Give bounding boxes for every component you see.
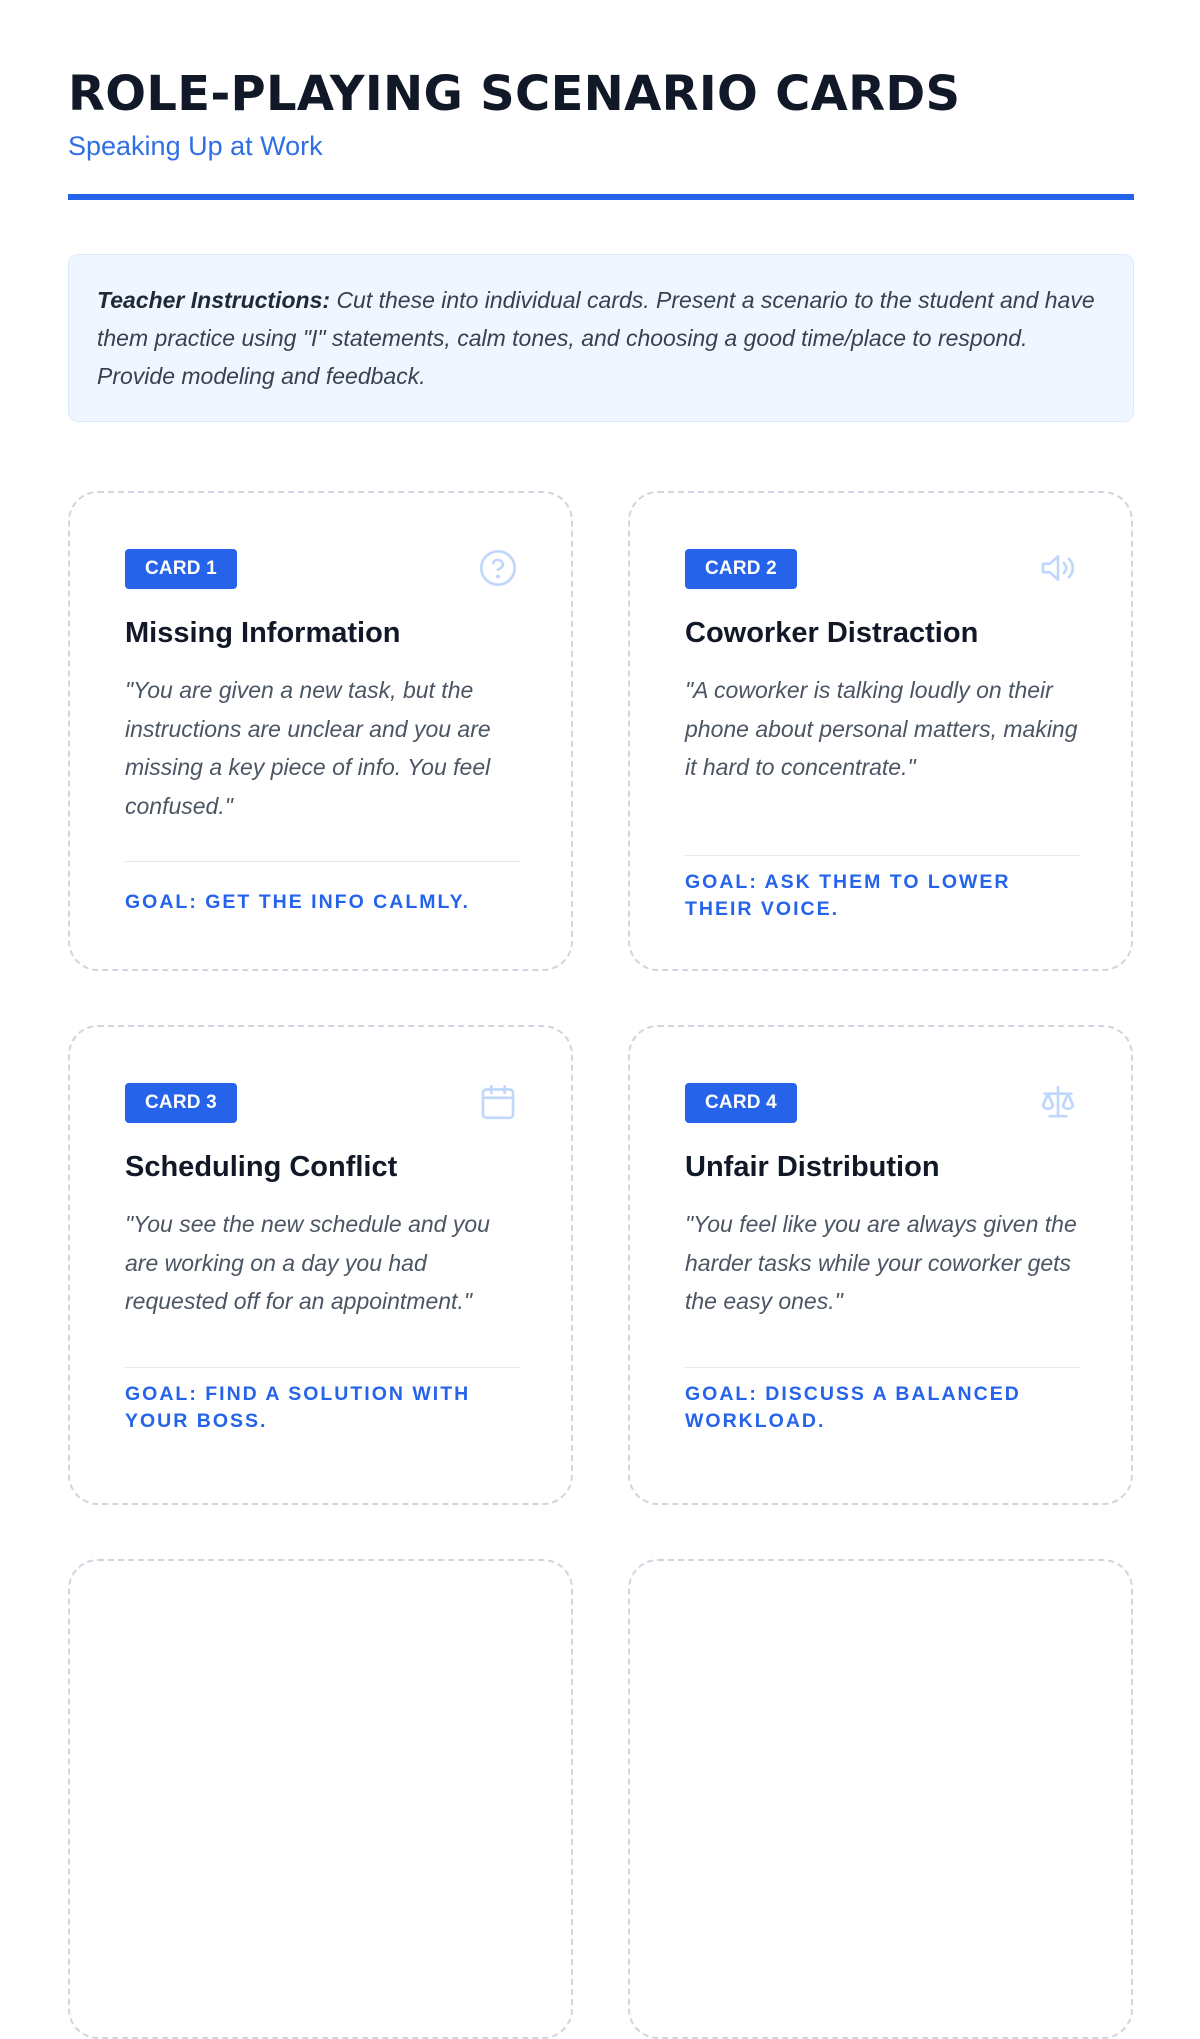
instructions-text: Cut these into individual cards. Present a scenario to the student and have them practice using "I" statements, calm tones, and choosing a good time/place to respond. Provide modeling and feedback. bbox=[97, 287, 1095, 389]
card-scenario: "You feel like you are always given the harder tasks while your coworker gets the easy ones." bbox=[685, 1211, 1077, 1314]
card-title: Missing Information bbox=[125, 617, 401, 649]
scenario-card-5 bbox=[68, 1559, 573, 2039]
scenario-card-3 bbox=[68, 1025, 573, 1505]
card-badge: CARD 3 bbox=[125, 1083, 237, 1123]
title-divider bbox=[68, 194, 1134, 200]
card-divider bbox=[685, 855, 1080, 856]
scenario-card-6 bbox=[628, 1559, 1133, 2039]
card-divider bbox=[125, 1367, 520, 1368]
card-goal: GOAL: ASK THEM TO LOWER THEIR VOICE. bbox=[685, 871, 1011, 920]
card-title: Scheduling Conflict bbox=[125, 1151, 398, 1183]
teacher-instructions bbox=[68, 254, 1134, 422]
scale-icon bbox=[1038, 1082, 1078, 1122]
card-goal: GOAL: DISCUSS A BALANCED WORKLOAD. bbox=[685, 1383, 1021, 1432]
card-divider bbox=[125, 861, 520, 862]
card-goal: GOAL: FIND A SOLUTION WITH YOUR BOSS. bbox=[125, 1383, 471, 1432]
card-title: Unfair Distribution bbox=[685, 1151, 940, 1183]
scenario-card-4 bbox=[628, 1025, 1133, 1505]
scenario-card-2 bbox=[628, 491, 1133, 971]
calendar-icon bbox=[478, 1082, 518, 1122]
instructions-label: Teacher Instructions: bbox=[97, 287, 331, 313]
card-scenario: "You are given a new task, but the instructions are unclear and you are missing a key piece of info. You feel confused." bbox=[125, 677, 491, 819]
card-badge: CARD 2 bbox=[685, 549, 797, 589]
card-divider bbox=[685, 1367, 1080, 1368]
scenario-card-1 bbox=[68, 491, 573, 971]
card-badge: CARD 4 bbox=[685, 1083, 797, 1123]
question-circle-icon bbox=[478, 548, 518, 588]
card-scenario: "A coworker is talking loudly on their phone about personal matters, making it hard to concentrate." bbox=[685, 677, 1078, 780]
card-scenario: "You see the new schedule and you are working on a day you had requested off for an appointment." bbox=[125, 1211, 490, 1314]
page-title: ROLE-PLAYING SCENARIO CARDS bbox=[68, 66, 961, 122]
card-title: Coworker Distraction bbox=[685, 617, 979, 649]
volume-icon bbox=[1038, 548, 1078, 588]
page-subtitle: Speaking Up at Work bbox=[68, 131, 323, 161]
card-goal: GOAL: GET THE INFO CALMLY. bbox=[125, 891, 470, 913]
card-badge: CARD 1 bbox=[125, 549, 237, 589]
